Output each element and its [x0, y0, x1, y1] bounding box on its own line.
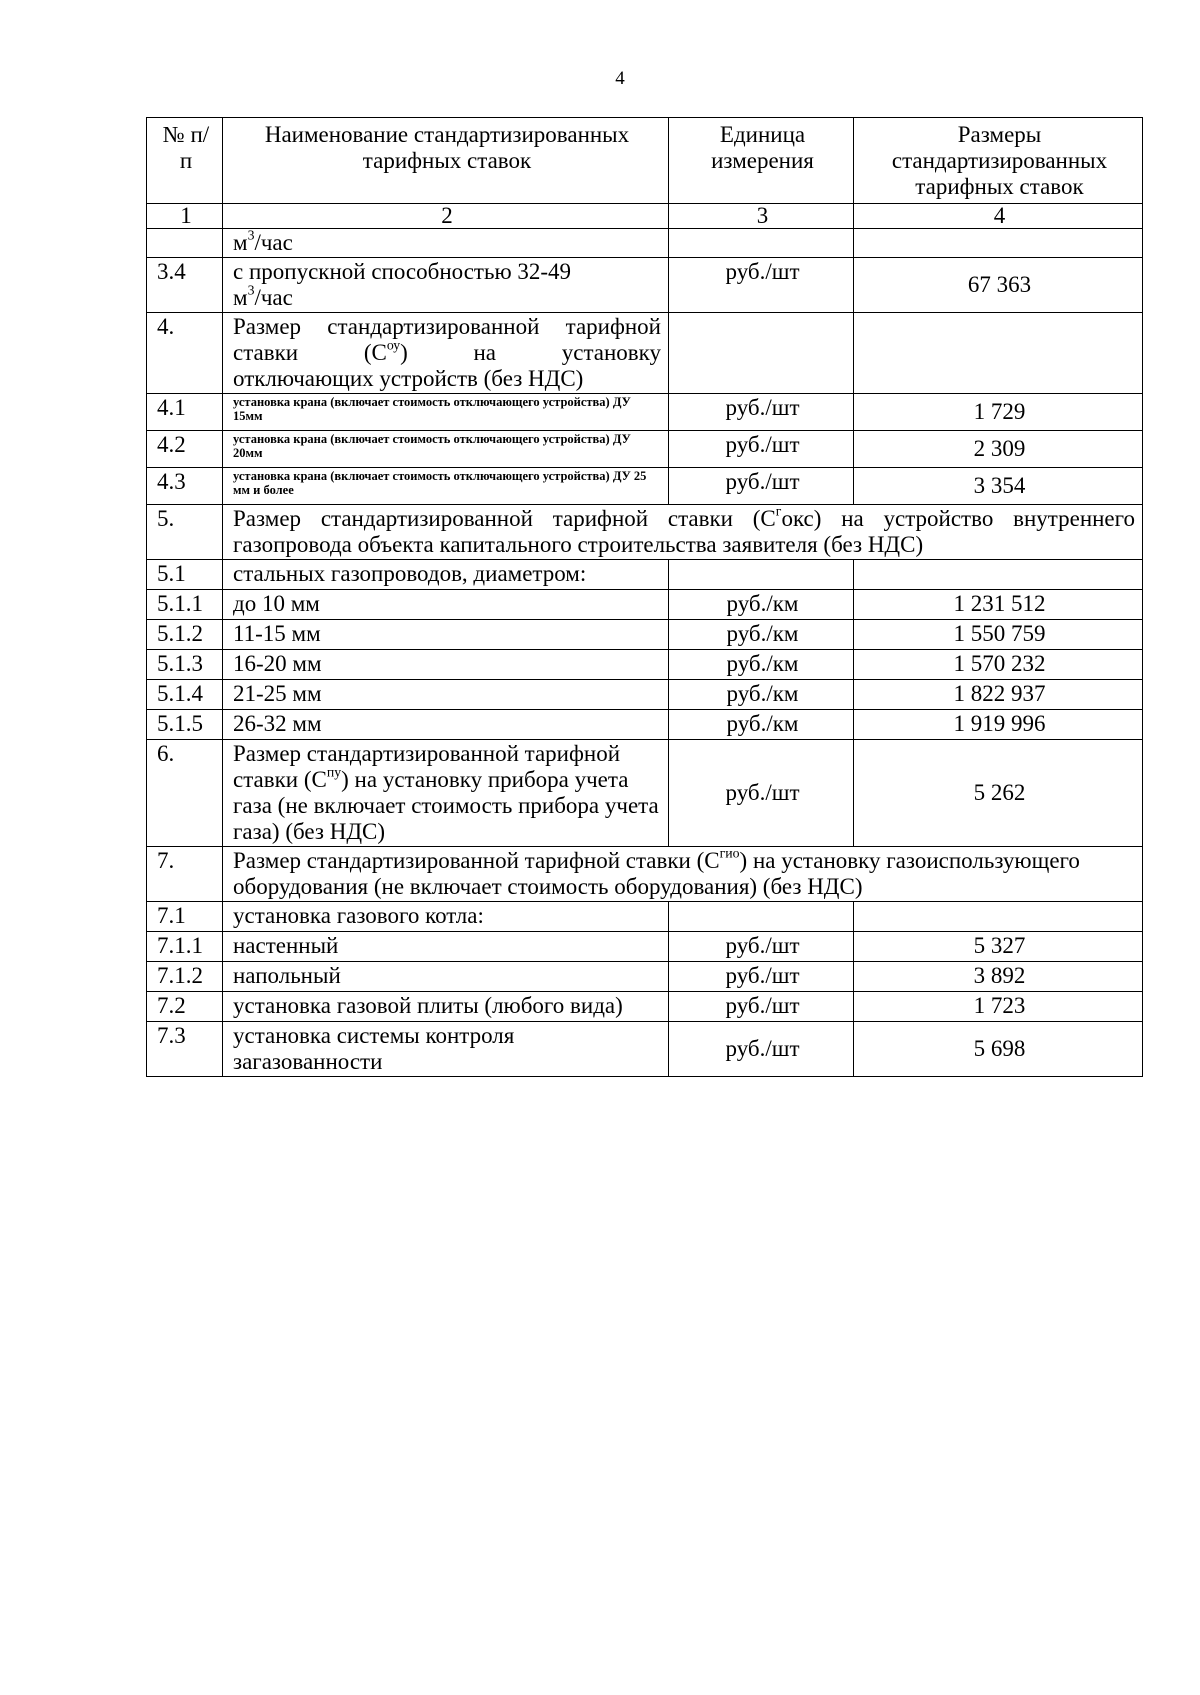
row-name-sup: оу — [386, 337, 401, 353]
row-number: 7.1 — [147, 902, 223, 932]
table-row — [147, 740, 1143, 847]
row-name: установка крана (включает стоимость отключающего устройства) ДУ 25 мм и более — [223, 468, 669, 505]
row-name-text: /час — [254, 230, 293, 255]
row-name: до 10 мм — [223, 590, 669, 620]
row-name: установка системы контроля загазованности — [223, 1022, 669, 1077]
table-row — [147, 590, 1143, 620]
table-row — [147, 258, 1143, 313]
row-number: 5. — [147, 505, 223, 560]
row-value: 1 919 996 — [854, 710, 1143, 740]
row-name: 26-32 мм — [223, 710, 669, 740]
row-value: 5 262 — [854, 740, 1143, 847]
table-row — [147, 468, 1143, 505]
table-row — [147, 505, 1143, 560]
row-number: 7.2 — [147, 992, 223, 1022]
row-unit: руб./шт — [669, 468, 854, 505]
row-value: 1 822 937 — [854, 680, 1143, 710]
row-name — [223, 740, 669, 847]
row-unit: руб./км — [669, 590, 854, 620]
row-value: 3 892 — [854, 962, 1143, 992]
row-name-text: ) на установку — [400, 340, 661, 365]
row-number: 6. — [147, 740, 223, 847]
row-number: 4.1 — [147, 394, 223, 431]
tariff-table — [146, 117, 1143, 1077]
row-name-sup: г — [775, 503, 782, 519]
header-name-label: Наименование стандартизированных тарифных ставок — [264, 122, 630, 173]
row-number: 3.4 — [147, 258, 223, 313]
row-name-text: отключающих устройств (без НДС) — [233, 366, 584, 391]
row-value: 5 327 — [854, 932, 1143, 962]
row-number: 7. — [147, 847, 223, 902]
row-number: 5.1.3 — [147, 650, 223, 680]
row-number — [147, 229, 223, 258]
row-name — [223, 847, 1143, 902]
row-value: 1 231 512 — [854, 590, 1143, 620]
row-name — [223, 505, 1143, 560]
row-unit: руб./км — [669, 620, 854, 650]
row-number: 5.1.5 — [147, 710, 223, 740]
table-row — [147, 431, 1143, 468]
row-number: 5.1 — [147, 560, 223, 590]
row-name-line — [233, 337, 661, 366]
table-row — [147, 560, 1143, 590]
row-name-text: окс) на устройство внутреннего газопровода объекта капитального строительства заявителя (без НДС) — [233, 506, 1136, 557]
row-name-sup: 3 — [247, 227, 255, 243]
row-name: напольный — [223, 962, 669, 992]
row-unit: руб./шт — [669, 740, 854, 847]
row-name: настенный — [223, 932, 669, 962]
row-name: стальных газопроводов, диаметром: — [223, 560, 669, 590]
table-row — [147, 962, 1143, 992]
row-unit: руб./шт — [669, 258, 854, 313]
row-number: 4.3 — [147, 468, 223, 505]
row-number: 7.1.1 — [147, 932, 223, 962]
row-name — [223, 313, 669, 394]
column-index-cell: 4 — [854, 204, 1143, 229]
row-unit — [669, 560, 854, 590]
row-value: 3 354 — [854, 468, 1143, 505]
row-value: 1 729 — [854, 394, 1143, 431]
row-number: 5.1.4 — [147, 680, 223, 710]
row-unit: руб./шт — [669, 1022, 854, 1077]
row-unit — [669, 902, 854, 932]
row-value — [854, 902, 1143, 932]
row-number: 4.2 — [147, 431, 223, 468]
row-unit: руб./шт — [669, 394, 854, 431]
row-number: 7.3 — [147, 1022, 223, 1077]
row-value: 1 550 759 — [854, 620, 1143, 650]
row-name-text: /час — [254, 285, 293, 310]
header-unit-label: Единица измерения — [711, 122, 814, 173]
table-header-row — [147, 118, 1143, 204]
row-value: 1 723 — [854, 992, 1143, 1022]
table-row — [147, 710, 1143, 740]
row-name-text: Размер стандартизированной тарифной — [233, 314, 661, 339]
row-name-sup: 3 — [247, 282, 255, 298]
row-name — [223, 258, 669, 313]
table-row — [147, 229, 1143, 258]
row-unit: руб./км — [669, 650, 854, 680]
table-row — [147, 932, 1143, 962]
row-name-sup: гио — [719, 845, 740, 861]
row-name-text: Размер стандартизированной тарифной ставки (С — [233, 506, 776, 531]
row-name — [223, 229, 669, 258]
header-unit — [669, 118, 854, 204]
row-number: 5.1.1 — [147, 590, 223, 620]
row-value — [854, 313, 1143, 394]
row-unit: руб./шт — [669, 932, 854, 962]
row-name: 16-20 мм — [223, 650, 669, 680]
row-unit — [669, 229, 854, 258]
row-unit: руб./шт — [669, 431, 854, 468]
row-name: установка газового котла: — [223, 902, 669, 932]
row-name-text: ставки (С — [233, 340, 387, 365]
header-value-label: Размеры стандартизированных тарифных ставок — [891, 122, 1108, 199]
row-name: 11-15 мм — [223, 620, 669, 650]
row-name-text: м — [233, 285, 248, 310]
column-index-row — [147, 204, 1143, 229]
row-value: 2 309 — [854, 431, 1143, 468]
table-row — [147, 313, 1143, 394]
row-name-text: м — [233, 230, 248, 255]
row-name-text: ) на установку газоиспользующего оборудования (не включает стоимость оборудования) (без НДС) — [233, 848, 1080, 899]
row-name: установка крана (включает стоимость отключающего устройства) ДУ 15мм — [223, 394, 669, 431]
row-name-text: с пропускной способностью 32-49 — [233, 259, 572, 284]
table-row — [147, 1022, 1143, 1077]
table-row — [147, 847, 1143, 902]
table-row — [147, 992, 1143, 1022]
row-name: установка крана (включает стоимость отключающего устройства) ДУ 20мм — [223, 431, 669, 468]
row-number: 5.1.2 — [147, 620, 223, 650]
row-number: 7.1.2 — [147, 962, 223, 992]
header-number-label: № п/п — [162, 122, 210, 173]
row-unit: руб./шт — [669, 962, 854, 992]
header-number — [147, 118, 223, 204]
row-value: 5 698 — [854, 1022, 1143, 1077]
table-row — [147, 902, 1143, 932]
row-unit: руб./шт — [669, 992, 854, 1022]
row-value — [854, 229, 1143, 258]
row-name-sup: пу — [326, 764, 342, 780]
header-name — [223, 118, 669, 204]
row-name-text: Размер стандартизированной тарифной ставки (С — [233, 848, 720, 873]
row-unit: руб./км — [669, 710, 854, 740]
row-value: 1 570 232 — [854, 650, 1143, 680]
row-unit: руб./км — [669, 680, 854, 710]
column-index-cell: 2 — [223, 204, 669, 229]
row-number: 4. — [147, 313, 223, 394]
page-number: 4 — [615, 68, 625, 89]
header-value — [854, 118, 1143, 204]
table-row — [147, 680, 1143, 710]
row-name-text: ) на установку прибора учета газа (не включает стоимость прибора учета газа) (без НДС) — [233, 767, 659, 844]
row-name: 21-25 мм — [223, 680, 669, 710]
table-row — [147, 650, 1143, 680]
table-row — [147, 394, 1143, 431]
column-index-cell: 1 — [147, 204, 223, 229]
table-row — [147, 620, 1143, 650]
column-index-cell: 3 — [669, 204, 854, 229]
row-value: 67 363 — [854, 258, 1143, 313]
row-name: установка газовой плиты (любого вида) — [223, 992, 669, 1022]
row-unit — [669, 313, 854, 394]
row-name-text: Размер стандартизированной тарифной ставки (С — [233, 741, 621, 792]
row-value — [854, 560, 1143, 590]
